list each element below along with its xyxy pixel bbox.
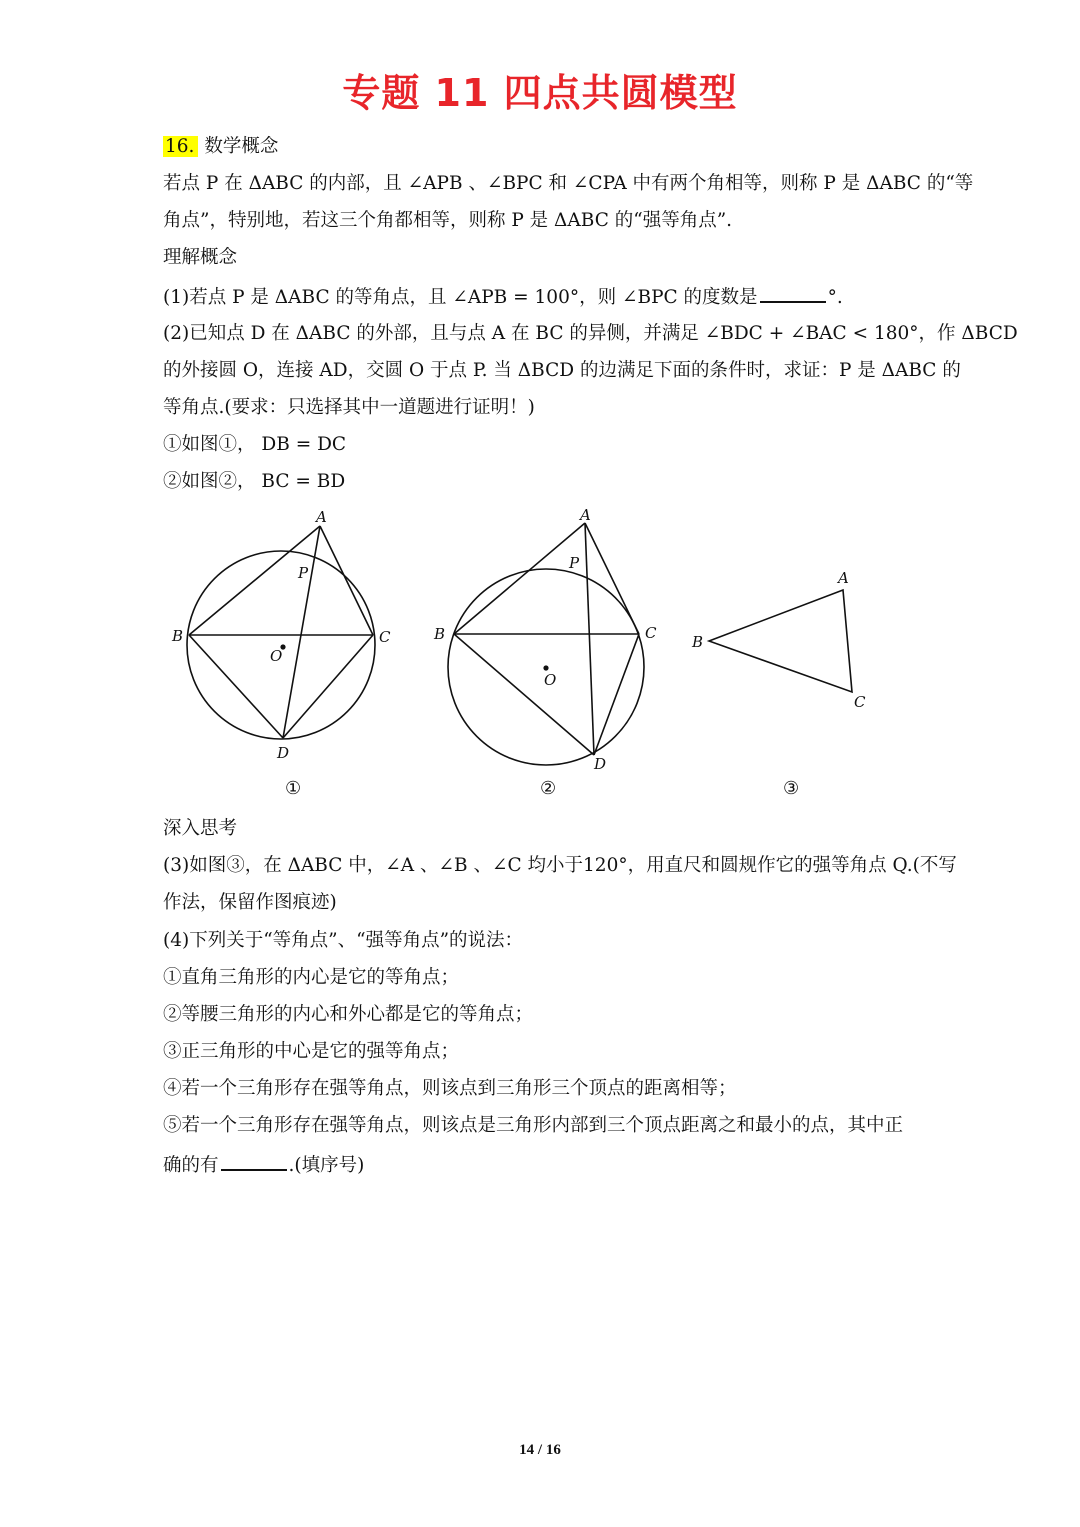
fig2-label-a: A <box>580 506 591 524</box>
figure-3 <box>709 590 852 692</box>
statement-5-line-1: ⑤若一个三角形存在强等角点，则该点是三角形内部到三个顶点距离之和最小的点，其中正 <box>163 1115 904 1136</box>
question-2-line-1: (2)已知点 D 在 ΔABC 的外部，且与点 A 在 BC 的异侧，并满足 ∠BDC + ∠BAC < 180°，作 ΔBCD <box>163 323 1018 344</box>
question-2-option-2: ②如图②， BC = BD <box>163 471 346 492</box>
question-2-line-2: 的外接圆 O，连接 AD，交圆 O 于点 P. 当 ΔBCD 的边满足下面的条件时，求证：P 是 ΔABC 的 <box>163 360 961 381</box>
question-3-line-2: 作法，保留作图痕迹) <box>163 892 337 913</box>
fig2-label-b: B <box>434 625 446 643</box>
fig1-label-b: B <box>172 627 184 645</box>
question-2-option-1: ①如图①， DB = DC <box>163 434 347 455</box>
fig1-caption: ① <box>285 778 302 799</box>
fig3-caption: ③ <box>783 778 800 799</box>
fig3-triangle-abc <box>709 590 852 692</box>
fig2-segment-bd <box>454 634 594 755</box>
question-1-text: (1)若点 P 是 ΔABC 的等角点，且 ∠APB = 100°，则 ∠BPC 的度数是 <box>163 287 758 308</box>
statement-5-note: .(填序号) <box>288 1155 365 1176</box>
statement-1: ①直角三角形的内心是它的等角点； <box>163 967 460 988</box>
fig1-label-a: A <box>316 508 327 526</box>
fig1-label-o: O <box>270 647 283 665</box>
fig3-label-a: A <box>838 569 849 587</box>
question-2-line-3: 等角点.(要求：只选择其中一道题进行证明！) <box>163 397 535 418</box>
fig1-label-d: D <box>277 744 290 762</box>
fig2-label-c: C <box>645 624 657 642</box>
fig2-label-d: D <box>594 755 607 773</box>
section-understand-concept: 理解概念 <box>163 247 238 268</box>
page-number: 14 / 16 <box>519 1442 561 1458</box>
fig1-segment-bd <box>189 635 283 738</box>
figure-2 <box>448 523 644 765</box>
fig1-circle-o <box>187 551 375 739</box>
fig2-segment-ab <box>454 523 585 634</box>
fig1-segment-ac <box>320 526 373 635</box>
intro-line-2: 角点”，特别地，若这三个角都相等，则称 P 是 ΔABC 的“强等角点”. <box>163 210 733 231</box>
fig1-label-p: P <box>298 564 309 582</box>
question-heading: 数学概念 <box>204 136 279 157</box>
fig3-label-c: C <box>854 693 866 711</box>
fig2-label-p: P <box>569 554 580 572</box>
fig2-segment-ac <box>585 523 639 634</box>
section-deep-thinking: 深入思考 <box>163 818 238 839</box>
fig1-label-c: C <box>379 628 391 646</box>
fig1-segment-ad <box>283 526 320 738</box>
question-1-unit: °. <box>827 287 843 308</box>
fig2-caption: ② <box>540 778 557 799</box>
statement-3: ③正三角形的中心是它的强等角点； <box>163 1041 460 1062</box>
fig2-segment-cd <box>594 634 639 755</box>
page-title: 专题 11 四点共圆模型 <box>342 71 738 115</box>
statement-4: ④若一个三角形存在强等角点，则该点到三角形三个顶点的距离相等； <box>163 1078 737 1099</box>
fig2-segment-ad <box>585 523 594 755</box>
question-4-intro: (4)下列关于“等角点”、“强等角点”的说法： <box>163 930 524 951</box>
intro-line-1: 若点 P 在 ΔABC 的内部，且 ∠APB 、∠BPC 和 ∠CPA 中有两个角相等，则称 P 是 ΔABC 的“等 <box>163 173 974 194</box>
statement-5-text: 确的有 <box>163 1155 219 1176</box>
question-3-line-1: (3)如图③，在 ΔABC 中，∠A 、∠B 、∠C 均小于120°，用直尺和圆规作它的强等角点 Q.(不写 <box>163 855 957 876</box>
answer-blank-4 <box>221 1151 287 1171</box>
fig2-label-o: O <box>544 671 557 689</box>
statement-5-line-2 <box>163 1151 923 1179</box>
question-number: 16. <box>163 136 198 157</box>
fig1-segment-cd <box>283 635 373 738</box>
fig2-center-dot <box>543 665 548 670</box>
fig3-label-b: B <box>692 633 704 651</box>
figure-1 <box>187 526 375 739</box>
statement-2: ②等腰三角形的内心和外心都是它的等角点； <box>163 1004 534 1025</box>
